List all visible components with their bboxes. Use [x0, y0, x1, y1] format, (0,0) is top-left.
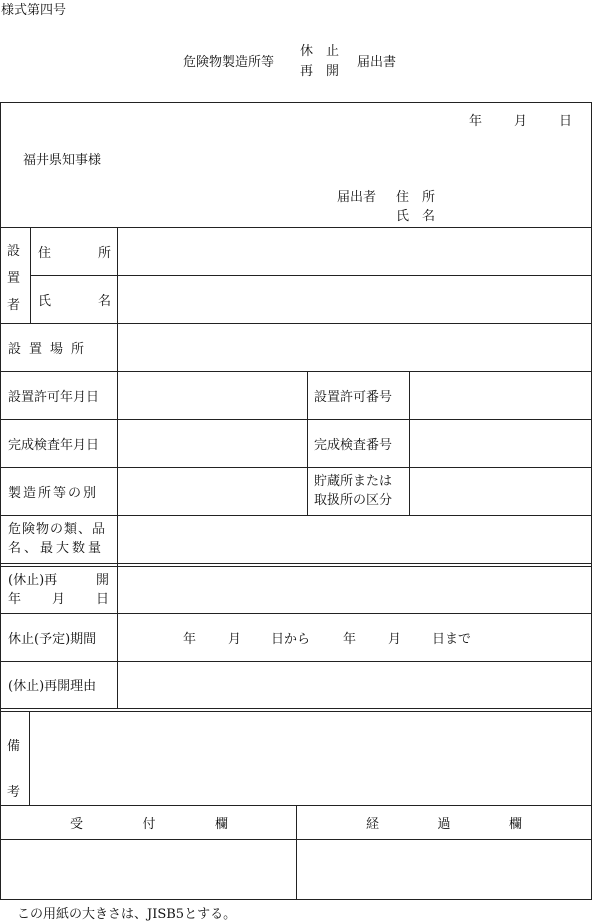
reception-column-header: 受 付 欄 — [70, 817, 228, 832]
remarks-label: 備 考 — [7, 739, 21, 800]
storage-type-field[interactable] — [410, 468, 591, 515]
progress-column-header: 経 過 欄 — [366, 817, 522, 832]
paper-size-note: この用紙の大きさは、JISB5とする。 — [17, 907, 237, 922]
period-label: 休止(予定)期間 — [8, 631, 97, 647]
period-end-month: 月 — [388, 632, 402, 647]
permit-date-label: 設置許可年月日 — [8, 389, 100, 405]
title-before: 危険物製造所等 — [183, 55, 275, 70]
hazmat-label: 危険物の類、品 名、最大数量 — [8, 522, 107, 556]
installer-group-label: 設 置 者 — [7, 244, 21, 313]
form-number: 様式第四号 — [1, 3, 67, 18]
hazmat-field[interactable] — [118, 516, 591, 563]
permit-number-field[interactable] — [410, 372, 591, 419]
reason-label: (休止)再開理由 — [8, 679, 97, 694]
reason-field[interactable] — [118, 662, 591, 708]
inspection-number-field[interactable] — [410, 420, 591, 467]
title-stack-top: 休 止 — [300, 44, 340, 59]
remarks-field[interactable] — [30, 712, 591, 805]
inspection-date-field[interactable] — [118, 420, 307, 467]
title-stack-bottom: 再 開 — [300, 64, 340, 79]
site-location-field[interactable] — [118, 324, 591, 371]
notifier-name-label: 氏 名 — [396, 209, 436, 224]
installer-address-label: 住 所 — [38, 245, 111, 261]
date-month-label: 月 — [513, 114, 527, 129]
period-end-year: 年 — [343, 632, 357, 647]
form-title — [0, 40, 592, 84]
period-start-year: 年 — [183, 632, 197, 647]
period-start-day: 日から — [271, 632, 311, 647]
permit-number-label: 設置許可番号 — [314, 389, 393, 405]
period-start-month: 月 — [228, 632, 242, 647]
addressee: 福井県知事様 — [23, 153, 102, 168]
installer-name-field[interactable] — [118, 276, 591, 323]
reception-field[interactable] — [1, 840, 296, 899]
resume-date-label: (休止)再 開 年 月 日 — [8, 573, 109, 607]
notifier-address-label: 住 所 — [396, 190, 436, 205]
date-line — [469, 110, 572, 129]
title-after: 届出書 — [357, 55, 397, 70]
permit-date-field[interactable] — [118, 372, 307, 419]
period-end-day: 日まで — [432, 632, 472, 647]
installer-name-label: 氏 名 — [38, 293, 111, 309]
inspection-number-label: 完成検査番号 — [314, 437, 393, 453]
facility-type-field[interactable] — [118, 468, 307, 515]
period-field[interactable] — [118, 614, 591, 661]
notifier-label: 届出者 — [337, 190, 377, 205]
resume-date-field[interactable] — [118, 567, 591, 613]
storage-type-label: 貯蔵所または 取扱所の区分 — [314, 474, 393, 508]
progress-field[interactable] — [297, 840, 591, 899]
facility-type-label: 製造所等の別 — [8, 485, 99, 501]
inspection-date-label: 完成検査年月日 — [8, 437, 100, 453]
site-location-label: 設置場所 — [8, 341, 93, 357]
date-day-label: 日 — [558, 114, 572, 129]
date-year-label: 年 — [469, 114, 483, 129]
installer-address-field[interactable] — [118, 228, 591, 275]
